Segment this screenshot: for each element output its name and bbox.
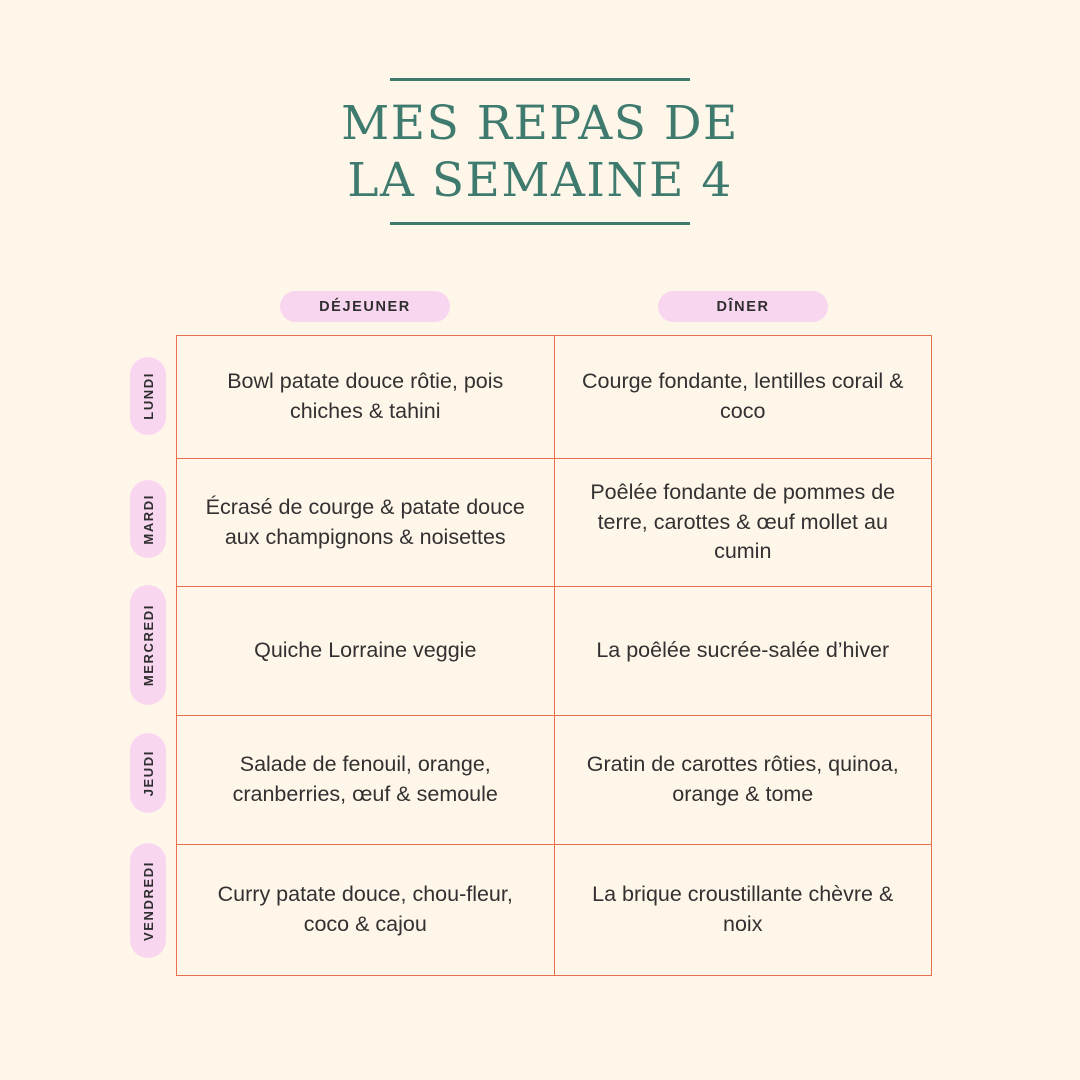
meal-table <box>176 335 932 976</box>
column-header-dinner <box>554 291 932 322</box>
page-title-line-1: MES REPAS DE <box>341 96 739 151</box>
column-headers <box>176 291 932 322</box>
table-row <box>177 716 931 845</box>
day-label-jeudi-text: JEUDI <box>140 749 156 797</box>
column-header-dinner-label: DÎNER <box>658 291 828 322</box>
page-title-block <box>0 78 1080 225</box>
day-label-mardi-text: MARDI <box>140 493 156 545</box>
meal-cell-dinner: Courge fondante, lentilles corail & coco <box>582 369 904 423</box>
title-bottom-rule <box>390 222 690 225</box>
day-labels <box>130 335 166 970</box>
meal-cell-lunch: Bowl patate douce rôtie, pois chiches & tahini <box>177 336 555 458</box>
column-header-lunch <box>176 291 554 322</box>
meal-cell-lunch: Salade de fenouil, orange, cranberries, œuf & semoule <box>177 716 555 844</box>
meal-cell-dinner: Gratin de carottes rôties, quinoa, orange & tome <box>586 752 899 806</box>
meal-cell-dinner: La poêlée sucrée-salée d’hiver <box>596 638 890 663</box>
table-row <box>177 336 931 459</box>
table-row <box>177 845 931 975</box>
meal-cell-lunch: Écrasé de courge & patate douce aux champignons & noisettes <box>177 459 555 586</box>
page-title <box>0 95 1080 210</box>
day-label-jeudi <box>130 733 166 813</box>
table-row <box>177 459 931 587</box>
day-label-mercredi-text: MERCREDI <box>140 603 156 687</box>
day-label-lundi-text: LUNDI <box>140 372 156 420</box>
day-label-mercredi <box>130 585 166 705</box>
table-row <box>177 587 931 716</box>
day-label-mardi <box>130 480 166 558</box>
page-title-line-2: LA SEMAINE 4 <box>347 153 733 209</box>
column-header-lunch-label: DÉJEUNER <box>280 291 450 322</box>
title-top-rule <box>390 78 690 81</box>
day-label-lundi <box>130 357 166 435</box>
day-label-vendredi-text: VENDREDI <box>140 860 156 941</box>
meal-cell-lunch: Curry patate douce, chou-fleur, coco & cajou <box>177 845 555 975</box>
meal-cell-dinner: La brique croustillante chèvre & noix <box>592 882 894 936</box>
day-label-vendredi <box>130 843 166 958</box>
meal-cell-lunch: Quiche Lorraine veggie <box>177 587 555 715</box>
meal-cell-dinner: Poêlée fondante de pommes de terre, carottes & œuf mollet au cumin <box>590 480 896 564</box>
